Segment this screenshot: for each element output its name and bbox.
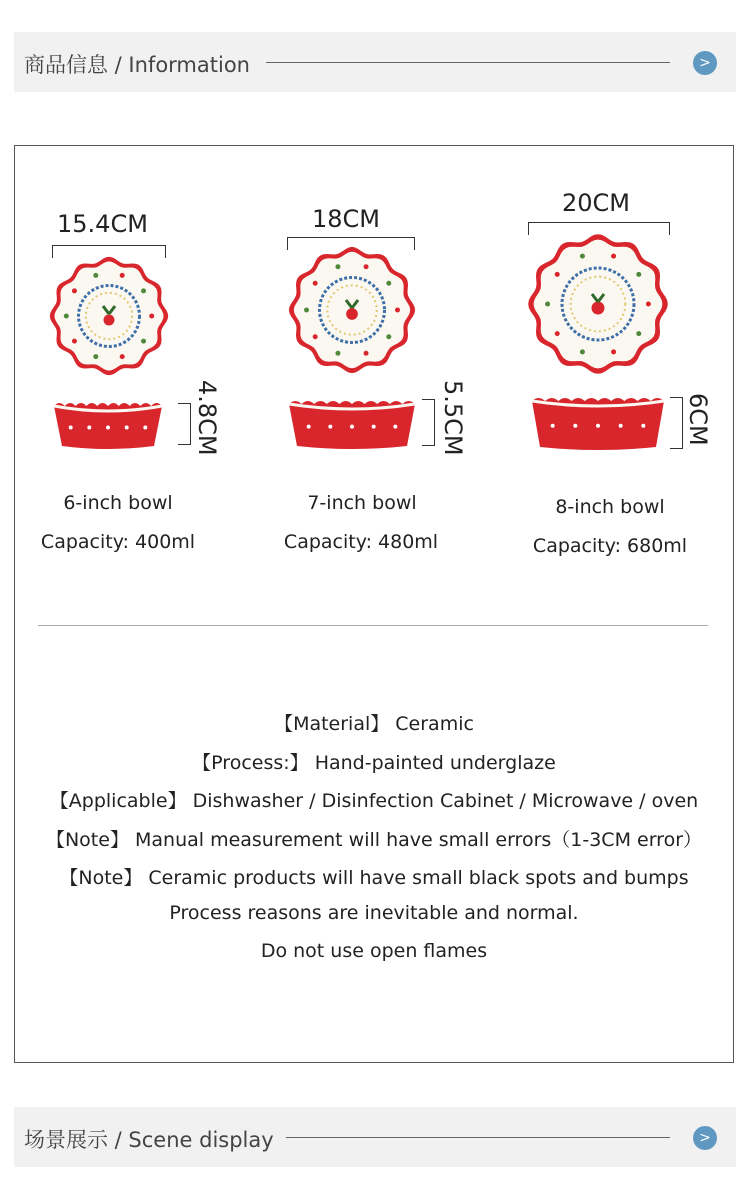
spec-applicable: 【Applicable】 Dishwasher / Disinfection Cabinet / Microwave / oven	[49, 790, 699, 812]
bowl-capacity: Capacity: 400ml	[40, 531, 196, 553]
height-label: 6CM	[684, 393, 712, 446]
chevron-right-icon[interactable]: >	[693, 1126, 717, 1150]
bowl-top-view-image	[48, 255, 170, 377]
spec-process-reason: Process reasons are inevitable and normal.	[169, 902, 579, 924]
section-title: 商品信息 / Information	[24, 53, 250, 77]
height-label: 5.5CM	[439, 380, 467, 456]
height-bracket	[422, 399, 435, 446]
diameter-label: 15.4CM	[57, 210, 148, 238]
section-header-scene-display	[14, 1107, 736, 1167]
diameter-label: 18CM	[312, 205, 381, 233]
bowl-name: 8-inch bowl	[555, 496, 665, 518]
bowl-top-view-image	[287, 245, 417, 375]
bowl-side-view-image	[530, 395, 666, 451]
section-title: 场景展示 / Scene display	[24, 1128, 274, 1152]
height-label: 4.8CM	[193, 380, 221, 456]
bowl-top-view-image	[526, 232, 670, 376]
panel-divider	[38, 625, 708, 626]
header-divider-line	[286, 1137, 670, 1138]
height-bracket	[670, 397, 683, 449]
bowl-side-view-image	[52, 400, 164, 450]
bowl-name: 7-inch bowl	[307, 492, 417, 514]
height-bracket	[178, 403, 191, 445]
bowl-side-view-image	[287, 398, 417, 450]
header-divider-line	[266, 62, 670, 63]
spec-material: 【Material】 Ceramic	[274, 713, 474, 735]
bowl-capacity: Capacity: 480ml	[283, 531, 439, 553]
bowl-name: 6-inch bowl	[63, 492, 173, 514]
diameter-label: 20CM	[562, 189, 631, 217]
spec-note-measurement: 【Note】 Manual measurement will have small errors（1-3CM error）	[45, 829, 703, 851]
chevron-right-icon[interactable]: >	[693, 51, 717, 75]
section-header-information	[14, 32, 736, 92]
bowl-capacity: Capacity: 680ml	[532, 535, 688, 557]
spec-process: 【Process:】 Hand-painted underglaze	[192, 752, 556, 774]
spec-note-spots: 【Note】 Ceramic products will have small black spots and bumps	[59, 867, 689, 889]
spec-flame-warning: Do not use open flames	[260, 940, 488, 962]
